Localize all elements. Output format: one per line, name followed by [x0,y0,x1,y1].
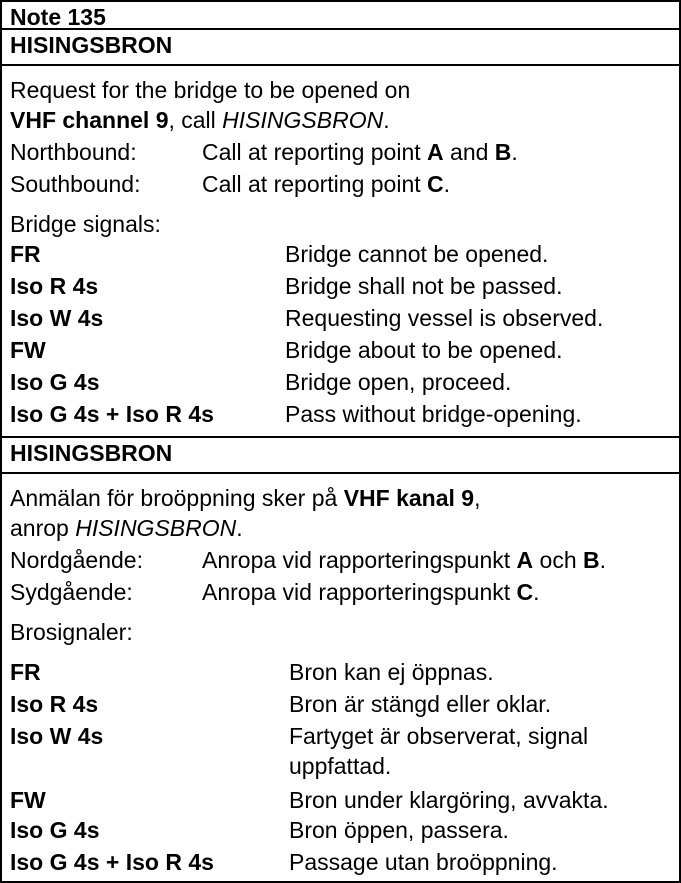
english-northbound-text: Call at reporting point [202,139,428,165]
swedish-southbound-point-c: C [516,579,534,605]
note-label: Note 135 [10,4,106,30]
english-request-line2 [10,106,390,134]
swedish-call-suffix: . [236,515,243,541]
swedish-request-comma: , [474,485,481,511]
signal-meaning: Bridge cannot be opened. [285,241,549,267]
english-title: HISINGSBRON [10,32,173,58]
signal-meaning: Bron är stängd eller oklar. [289,691,552,717]
swedish-title: HISINGSBRON [10,440,173,466]
swedish-northbound-point-b: B [583,547,600,573]
swedish-request-line2 [10,514,243,542]
english-request-call-name: HISINGSBRON [222,107,384,133]
english-northbound-end: . [511,139,518,165]
signal-code: Iso G 4s + Iso R 4s [10,849,214,875]
signal-meaning: Bridge shall not be passed. [285,273,563,299]
swedish-northbound-label: Nordgående: [10,547,143,573]
english-southbound-instruction [202,170,450,198]
signal-meaning: Bridge open, proceed. [285,369,512,395]
swedish-northbound-text: Anropa vid rapporteringspunkt [202,547,517,573]
english-section [0,28,681,438]
signal-code: Iso G 4s [10,369,100,395]
english-northbound-label: Northbound: [10,139,137,165]
english-signals-heading: Bridge signals: [10,211,161,237]
signal-code: FR [10,659,41,685]
signal-meaning: Bridge about to be opened. [285,337,563,363]
signal-code: FW [10,787,46,813]
english-northbound-point-b: B [494,139,512,165]
signal-code: FR [10,241,41,267]
swedish-call-name: HISINGSBRON [75,515,237,541]
swedish-northbound-end: . [599,547,607,573]
signal-meaning: Fartyget är observerat, signal [289,723,589,749]
english-request-line1: Request for the bridge to be opened on [10,77,411,103]
signal-code: Iso G 4s + Iso R 4s [10,401,214,427]
english-request-call-prefix: , call [168,107,223,133]
signal-meaning: Bron kan ej öppnas. [289,659,494,685]
english-request-channel: VHF channel 9 [10,107,169,133]
swedish-section [0,436,681,883]
swedish-request-line1 [10,484,480,512]
english-southbound-end: . [443,171,451,197]
signal-code: Iso R 4s [10,691,99,717]
signal-code: Iso W 4s [10,723,104,749]
signal-code: Iso G 4s [10,817,100,843]
swedish-southbound-instruction [202,578,540,606]
signal-meaning-continued: uppfattad. [289,753,392,779]
english-title-row [2,28,679,66]
swedish-request-prefix: Anmälan för broöppning sker på [10,485,344,511]
signal-code: Iso W 4s [10,305,104,331]
swedish-request-channel: VHF kanal 9 [343,485,475,511]
swedish-southbound-text: Anropa vid rapporteringspunkt [202,579,517,605]
swedish-southbound-end: . [533,579,540,605]
swedish-southbound-label: Sydgående: [10,579,133,605]
signal-meaning: Passage utan broöppning. [289,849,558,875]
signal-code: FW [10,337,46,363]
swedish-signals-heading: Brosignaler: [10,619,133,645]
swedish-call-prefix: anrop [10,515,76,541]
english-southbound-label: Southbound: [10,171,141,197]
signal-meaning: Requesting vessel is observed. [285,305,604,331]
english-northbound-and: and [443,139,495,165]
swedish-northbound-instruction [202,546,606,574]
english-southbound-text: Call at reporting point [202,171,428,197]
signal-meaning: Bron öppen, passera. [289,817,509,843]
english-northbound-point-a: A [427,139,444,165]
english-northbound-instruction [202,138,518,166]
signal-code: Iso R 4s [10,273,99,299]
signal-meaning: Pass without bridge-opening. [285,401,582,427]
swedish-northbound-and: och [533,547,584,573]
note-header [0,0,681,30]
signal-meaning: Bron under klargöring, avvakta. [289,787,609,813]
swedish-northbound-point-a: A [516,547,534,573]
english-southbound-point-c: C [427,171,444,197]
english-request-call-suffix: . [383,107,390,133]
swedish-title-row [2,436,679,474]
